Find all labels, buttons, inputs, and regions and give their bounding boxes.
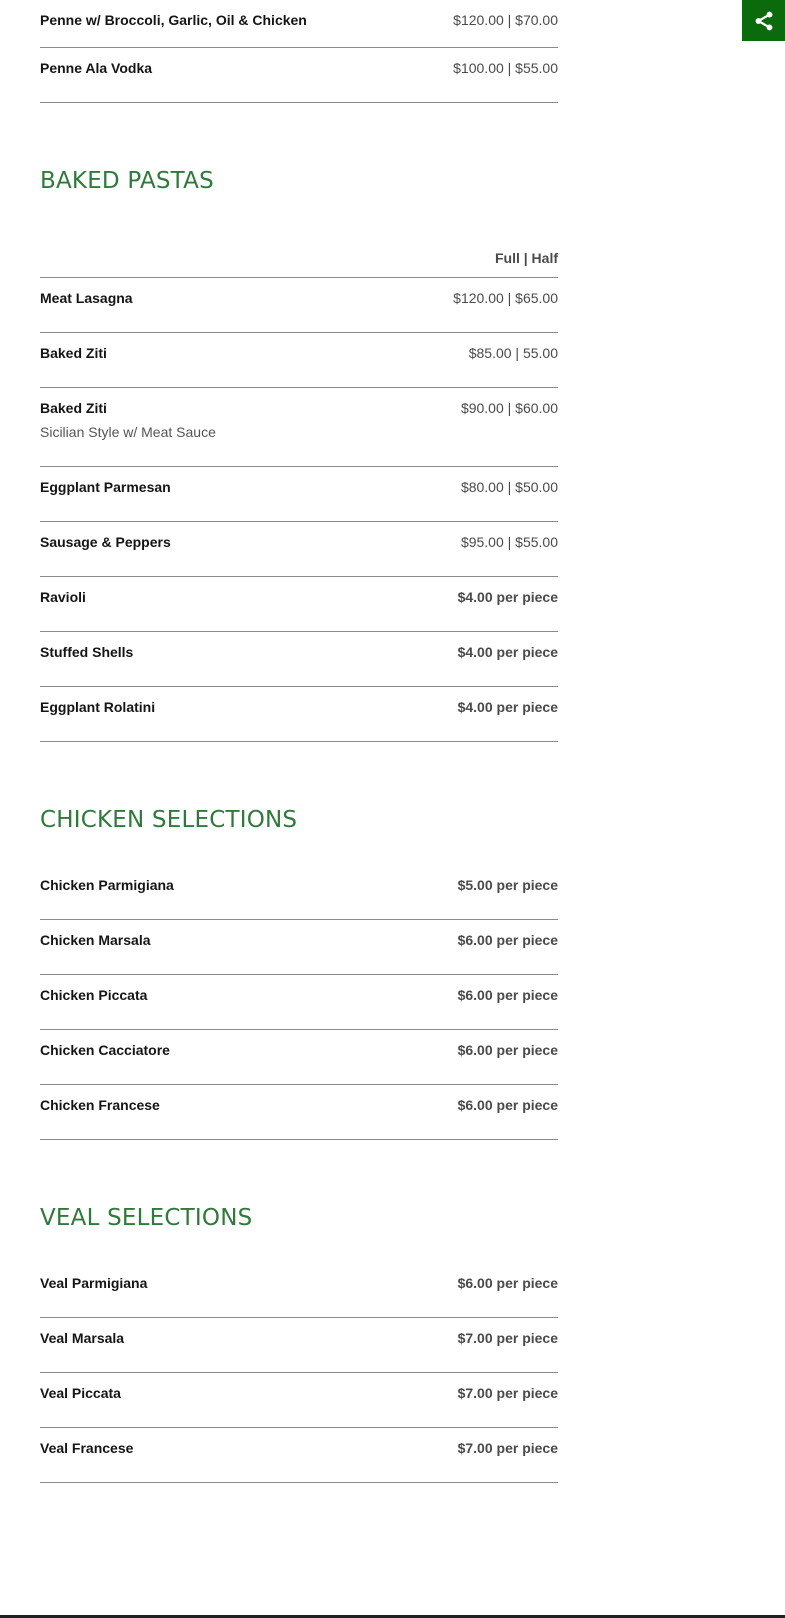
menu-item — [40, 1428, 558, 1483]
menu-item — [40, 0, 558, 48]
menu-item — [40, 1085, 558, 1140]
item-price: $80.00 | $50.00 — [460, 479, 558, 495]
menu-item — [40, 333, 558, 388]
menu-item — [40, 920, 558, 975]
item-price: $90.00 | $60.00 — [460, 400, 558, 416]
item-price: $6.00 per piece — [457, 1275, 558, 1291]
item-description: Sicilian Style w/ Meat Sauce — [40, 424, 216, 440]
item-name: Ravioli — [40, 589, 86, 605]
item-price: $120.00 | $70.00 — [453, 12, 558, 28]
item-price: $7.00 per piece — [457, 1330, 558, 1346]
item-name: Meat Lasagna — [40, 290, 133, 306]
section-title-chicken-selections: CHICKEN SELECTIONS — [40, 807, 298, 833]
share-icon — [753, 10, 775, 32]
share-button[interactable] — [742, 0, 785, 41]
menu-item — [40, 1318, 558, 1373]
item-price: $5.00 per piece — [457, 877, 558, 893]
item-name: Baked Ziti — [40, 345, 107, 361]
menu-item — [40, 1030, 558, 1085]
menu-item — [40, 467, 558, 522]
item-name: Veal Francese — [40, 1440, 134, 1456]
item-name: Penne w/ Broccoli, Garlic, Oil & Chicken — [40, 12, 307, 28]
menu-item — [40, 865, 558, 920]
item-price: $6.00 per piece — [457, 932, 558, 948]
item-price: $6.00 per piece — [457, 987, 558, 1003]
item-name: Sausage & Peppers — [40, 534, 171, 550]
item-name: Penne Ala Vodka — [40, 60, 153, 76]
item-price: $4.00 per piece — [457, 699, 558, 715]
item-text — [40, 400, 216, 440]
column-header: Full | Half — [40, 238, 558, 278]
menu-item — [40, 522, 558, 577]
section-title-baked-pastas: BAKED PASTAS — [40, 168, 214, 194]
menu-item — [40, 577, 558, 632]
menu-item — [40, 1373, 558, 1428]
item-price: $4.00 per piece — [457, 644, 558, 660]
section-title-veal-selections: VEAL SELECTIONS — [40, 1205, 253, 1231]
item-price: $4.00 per piece — [457, 589, 558, 605]
item-name: Chicken Cacciatore — [40, 1042, 170, 1058]
item-name: Chicken Francese — [40, 1097, 160, 1113]
item-name: Stuffed Shells — [40, 644, 134, 660]
menu-content — [40, 0, 558, 1483]
menu-item — [40, 48, 558, 103]
menu-item — [40, 975, 558, 1030]
menu-item — [40, 388, 558, 467]
menu-item — [40, 278, 558, 333]
item-name: Eggplant Parmesan — [40, 479, 171, 495]
item-name: Veal Parmigiana — [40, 1275, 148, 1291]
item-name: Veal Marsala — [40, 1330, 125, 1346]
item-name: Eggplant Rolatini — [40, 699, 156, 715]
item-name: Veal Piccata — [40, 1385, 121, 1401]
item-price: $100.00 | $55.00 — [453, 60, 558, 76]
item-price: $7.00 per piece — [457, 1385, 558, 1401]
menu-item — [40, 1263, 558, 1318]
item-price: $95.00 | $55.00 — [460, 534, 558, 550]
item-name: Baked Ziti — [40, 400, 107, 416]
item-price: $6.00 per piece — [457, 1042, 558, 1058]
item-price: $120.00 | $65.00 — [453, 290, 558, 306]
item-name: Chicken Piccata — [40, 987, 148, 1003]
item-name: Chicken Parmigiana — [40, 877, 174, 893]
menu-item — [40, 687, 558, 742]
menu-item — [40, 632, 558, 687]
item-price: $85.00 | 55.00 — [468, 345, 558, 361]
item-price: $7.00 per piece — [457, 1440, 558, 1456]
item-price: $6.00 per piece — [457, 1097, 558, 1113]
item-name: Chicken Marsala — [40, 932, 151, 948]
